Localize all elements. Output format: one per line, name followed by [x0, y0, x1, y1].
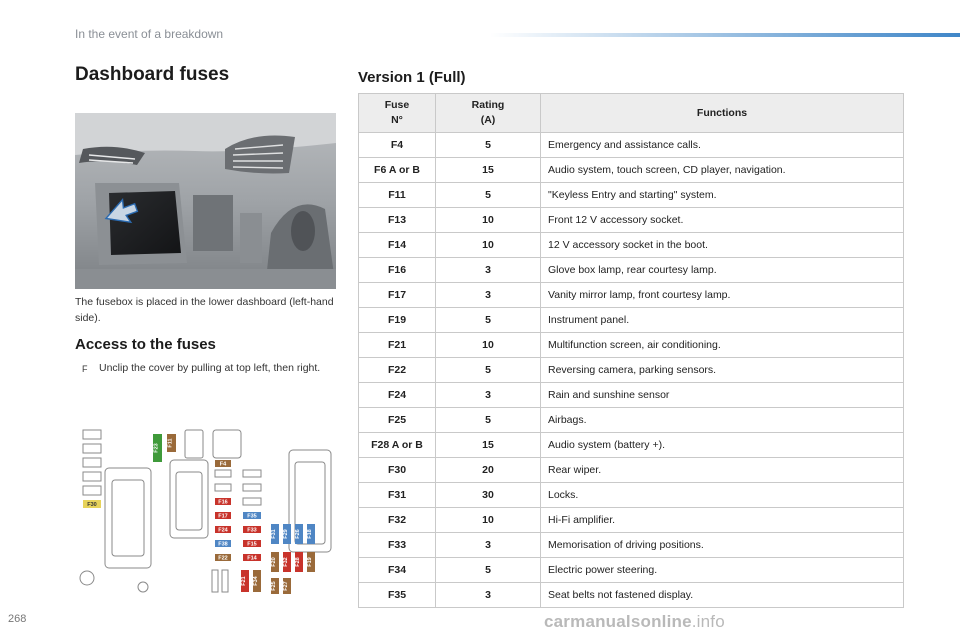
spare-fuse-slot — [243, 470, 261, 477]
mounting-hole — [138, 582, 148, 592]
fuse-number: F6 A or B — [359, 158, 436, 183]
fuse-number: F24 — [359, 383, 436, 408]
fuse-function: Instrument panel. — [541, 308, 904, 333]
fuse-function: Rain and sunshine sensor — [541, 383, 904, 408]
fuse-rating: 10 — [436, 508, 541, 533]
dashboard-photo — [75, 113, 336, 289]
table-row — [359, 383, 904, 408]
fuse-label: F15 — [247, 541, 257, 548]
table-row — [359, 458, 904, 483]
header-fuse-line1: Fuse — [384, 99, 410, 111]
spare-fuse-slot — [212, 570, 218, 592]
fuse-rating: 3 — [436, 583, 541, 608]
fuse-label: F16 — [218, 499, 228, 506]
fuse-label: F30 — [87, 502, 97, 508]
fuse-f27 — [283, 578, 291, 594]
spare-fuse-slot — [215, 470, 231, 477]
table-row — [359, 533, 904, 558]
fuse-function: Locks. — [541, 483, 904, 508]
fuse-f17 — [215, 512, 231, 520]
fuse-f31 — [271, 524, 279, 544]
mounting-hole — [80, 571, 94, 585]
fuse-f4 — [215, 460, 231, 468]
table-row — [359, 283, 904, 308]
fuse-label: F26 — [295, 529, 301, 539]
access-title: Access to the fuses — [75, 336, 216, 353]
fuse-rating: 3 — [436, 533, 541, 558]
table-row — [359, 308, 904, 333]
fuse-number: F30 — [359, 458, 436, 483]
fuse-f16 — [215, 498, 231, 506]
step-marker: F — [82, 364, 88, 374]
fuse-function: Emergency and assistance calls. — [541, 133, 904, 158]
fuse-rating: 5 — [436, 358, 541, 383]
watermark — [544, 612, 725, 632]
fuse-f32 — [283, 552, 291, 572]
fuse-label: F28 — [295, 557, 301, 567]
fuse-number: F31 — [359, 483, 436, 508]
table-row — [359, 483, 904, 508]
relay-slot — [83, 430, 101, 439]
fuse-f24 — [215, 526, 231, 534]
table-row — [359, 158, 904, 183]
fuse-label: F14 — [247, 555, 257, 562]
fuse-rating: 15 — [436, 433, 541, 458]
header-rating-line2: (A) — [480, 114, 496, 126]
spare-fuse-slot — [215, 484, 231, 491]
fuse-f25 — [271, 578, 279, 594]
fuse-number: F4 — [359, 133, 436, 158]
header-rating-line1: Rating — [471, 99, 505, 111]
fuse-rating: 3 — [436, 383, 541, 408]
fuse-rating: 10 — [436, 233, 541, 258]
fuse-function: 12 V accessory socket in the boot. — [541, 233, 904, 258]
fuse-label: F23 — [153, 443, 160, 453]
table-row — [359, 208, 904, 233]
fuse-label: F18 — [307, 529, 313, 539]
column-header-functions: Functions — [541, 94, 904, 133]
fuse-rating: 10 — [436, 333, 541, 358]
fuse-f14 — [243, 554, 261, 562]
fuse-table — [358, 93, 904, 608]
column-header-fuse — [359, 94, 436, 133]
fuse-function: Hi-Fi amplifier. — [541, 508, 904, 533]
column-header-rating — [436, 94, 541, 133]
spare-fuse-slot — [222, 570, 228, 592]
watermark-suffix: .info — [691, 612, 725, 631]
fuse-f23 — [153, 434, 162, 462]
fuse-label: F19 — [307, 557, 313, 567]
table-row — [359, 508, 904, 533]
relay-slot — [213, 430, 241, 458]
fuse-rating: 3 — [436, 283, 541, 308]
fuse-f28 — [295, 552, 303, 572]
fuse-function: Audio system, touch screen, CD player, navigation. — [541, 158, 904, 183]
fuse-number: F19 — [359, 308, 436, 333]
header-rule — [490, 33, 960, 37]
fuse-rating: 5 — [436, 183, 541, 208]
fuse-number: F22 — [359, 358, 436, 383]
fuse-rating: 15 — [436, 158, 541, 183]
fuse-number: F32 — [359, 508, 436, 533]
relay-slot — [83, 458, 101, 467]
fuse-f15 — [243, 540, 261, 548]
fuse-rating: 5 — [436, 133, 541, 158]
fusebox-description: The fusebox is placed in the lower dashboard (left-hand side). — [75, 296, 334, 324]
fuse-label: F33 — [247, 527, 257, 534]
watermark-main: carmanualsonline — [544, 612, 692, 631]
table-row — [359, 333, 904, 358]
fuse-function: Rear wiper. — [541, 458, 904, 483]
fuse-number: F35 — [359, 583, 436, 608]
fuse-label: F29 — [283, 529, 289, 539]
fuse-f19 — [307, 552, 315, 572]
fuse-rating: 10 — [436, 208, 541, 233]
fuse-function: Memorisation of driving positions. — [541, 533, 904, 558]
fuse-number: F11 — [359, 183, 436, 208]
table-row — [359, 433, 904, 458]
fuse-number: F34 — [359, 558, 436, 583]
table-row — [359, 233, 904, 258]
fuse-table-container — [358, 93, 903, 608]
fuse-f29 — [283, 524, 291, 544]
fuse-f30 — [83, 500, 101, 508]
header-fuse-line2: N° — [391, 114, 403, 126]
fuse-function: Multifunction screen, air conditioning. — [541, 333, 904, 358]
version-title: Version 1 (Full) — [358, 69, 466, 86]
table-row — [359, 133, 904, 158]
fuse-function: Electric power steering. — [541, 558, 904, 583]
fuse-f26 — [295, 524, 303, 544]
fuse-label: F20 — [271, 557, 277, 567]
step-text: Unclip the cover by pulling at top left, then right. — [99, 362, 321, 374]
fuse-label: F24 — [218, 527, 228, 534]
fuse-label: F35 — [247, 513, 257, 520]
relay-block-inner — [176, 472, 202, 530]
fuse-label: F38 — [218, 541, 228, 548]
relay-block-inner — [112, 480, 144, 556]
fuse-rating: 5 — [436, 408, 541, 433]
fuse-number: F16 — [359, 258, 436, 283]
fuse-number: F13 — [359, 208, 436, 233]
page-number: 268 — [8, 613, 27, 625]
section-header: In the event of a breakdown — [75, 27, 224, 41]
fuse-label: F11 — [167, 438, 174, 448]
table-row — [359, 183, 904, 208]
fuse-label: F21 — [241, 576, 247, 586]
table-row — [359, 558, 904, 583]
table-row — [359, 408, 904, 433]
fuse-function: Reversing camera, parking sensors. — [541, 358, 904, 383]
fuse-label: F17 — [218, 513, 228, 520]
fuse-f35 — [243, 512, 261, 520]
table-row — [359, 358, 904, 383]
fuse-function: Airbags. — [541, 408, 904, 433]
relay-slot — [83, 486, 101, 495]
fuse-f33 — [243, 526, 261, 534]
fuse-number: F14 — [359, 233, 436, 258]
access-step — [82, 360, 336, 377]
fuse-label: F25 — [271, 581, 277, 591]
fuse-function: "Keyless Entry and starting" system. — [541, 183, 904, 208]
table-row — [359, 258, 904, 283]
fuse-function: Glove box lamp, rear courtesy lamp. — [541, 258, 904, 283]
fuse-f20 — [271, 552, 279, 572]
fuse-rating: 5 — [436, 558, 541, 583]
fuse-rating: 30 — [436, 483, 541, 508]
relay-slot — [83, 444, 101, 453]
fuse-function: Front 12 V accessory socket. — [541, 208, 904, 233]
fuse-label: F27 — [283, 581, 289, 591]
fuse-layout-diagram — [75, 420, 337, 600]
fuse-f18 — [307, 524, 315, 544]
fuse-number: F28 A or B — [359, 433, 436, 458]
fuse-label: F4 — [219, 461, 227, 468]
fuse-function: Seat belts not fastened display. — [541, 583, 904, 608]
spare-fuse-slot — [243, 498, 261, 505]
fuse-f38 — [215, 540, 231, 548]
fuse-number: F17 — [359, 283, 436, 308]
table-row — [359, 583, 904, 608]
table-header-row — [359, 94, 904, 133]
fuse-label: F22 — [218, 555, 228, 562]
fuse-rating: 3 — [436, 258, 541, 283]
fuse-label: F34 — [253, 576, 259, 586]
spare-fuse-slot — [243, 484, 261, 491]
page-title: Dashboard fuses — [75, 64, 230, 85]
fuse-f21 — [241, 570, 249, 592]
fuse-number: F21 — [359, 333, 436, 358]
fuse-number: F33 — [359, 533, 436, 558]
relay-slot — [83, 472, 101, 481]
fuse-function: Vanity mirror lamp, front courtesy lamp. — [541, 283, 904, 308]
fuse-f11 — [167, 434, 176, 452]
fuse-f22 — [215, 554, 231, 562]
fuse-number: F25 — [359, 408, 436, 433]
relay-slot — [185, 430, 203, 458]
fuse-rating: 5 — [436, 308, 541, 333]
fuse-rating: 20 — [436, 458, 541, 483]
fuse-label: F31 — [271, 529, 277, 539]
fuse-function: Audio system (battery +). — [541, 433, 904, 458]
fuse-f34 — [253, 570, 261, 592]
fuse-label: F32 — [283, 557, 289, 567]
